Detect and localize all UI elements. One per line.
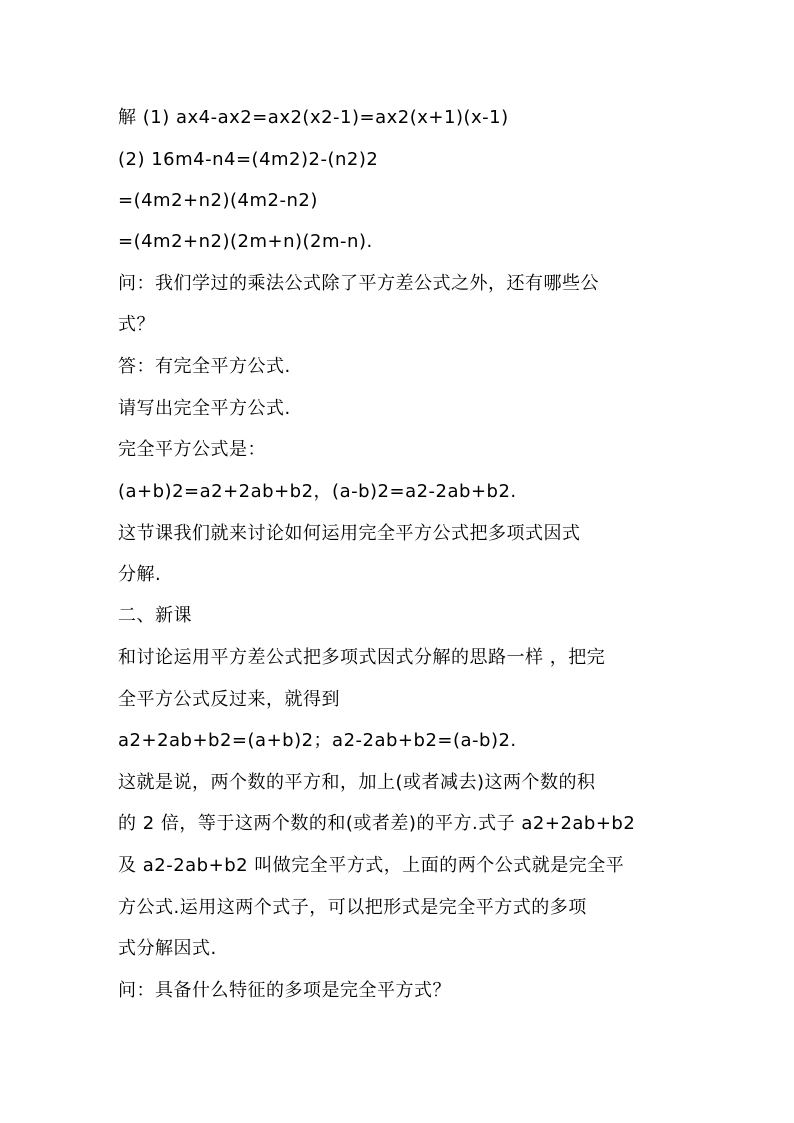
section-heading: 二、新课	[118, 605, 192, 626]
text-line: 答：有完全平方公式.	[118, 356, 291, 377]
text-line: 解 (1) ax4-ax2=ax2(x2-1)=ax2(x+1)(x-1)	[118, 107, 509, 128]
text-line: 的 2 倍，等于这两个数的和(或者差)的平方.式子 a2+2ab+b2	[118, 813, 636, 834]
text-line: 问：具备什么特征的多项是完全平方式？	[118, 980, 451, 1001]
text-line: =(4m2+n2)(4m2-n2)	[118, 190, 318, 211]
text-line: 全平方公式反过来，就得到	[118, 689, 340, 710]
text-line: 式？	[118, 314, 155, 335]
text-line: =(4m2+n2)(2m+n)(2m-n).	[118, 231, 373, 252]
text-line: 式分解因式.	[118, 938, 217, 959]
text-line: 这节课我们就来讨论如何运用完全平方公式把多项式因式	[118, 523, 581, 544]
text-line: 及 a2-2ab+b2 叫做完全平方式，上面的两个公式就是完全平	[118, 855, 625, 876]
text-line: a2+2ab+b2=(a+b)2；a2-2ab+b2=(a-b)2.	[118, 730, 517, 751]
text-line: 问：我们学过的乘法公式除了平方差公式之外，还有哪些公	[118, 273, 599, 294]
text-line: (2) 16m4-n4=(4m2)2-(n2)2	[118, 149, 379, 170]
text-line: 这就是说，两个数的平方和，加上(或者减去)这两个数的积	[118, 772, 596, 793]
text-line: 完全平方公式是：	[118, 439, 266, 460]
text-line: 和讨论运用平方差公式把多项式因式分解的思路一样 ，把完	[118, 647, 606, 668]
text-line: 方公式.运用这两个式子，可以把形式是完全平方式的多项	[118, 897, 587, 918]
text-line: (a+b)2=a2+2ab+b2，(a-b)2=a2-2ab+b2.	[118, 481, 517, 502]
text-line: 请写出完全平方公式.	[118, 398, 291, 419]
text-line: 分解.	[118, 564, 162, 585]
